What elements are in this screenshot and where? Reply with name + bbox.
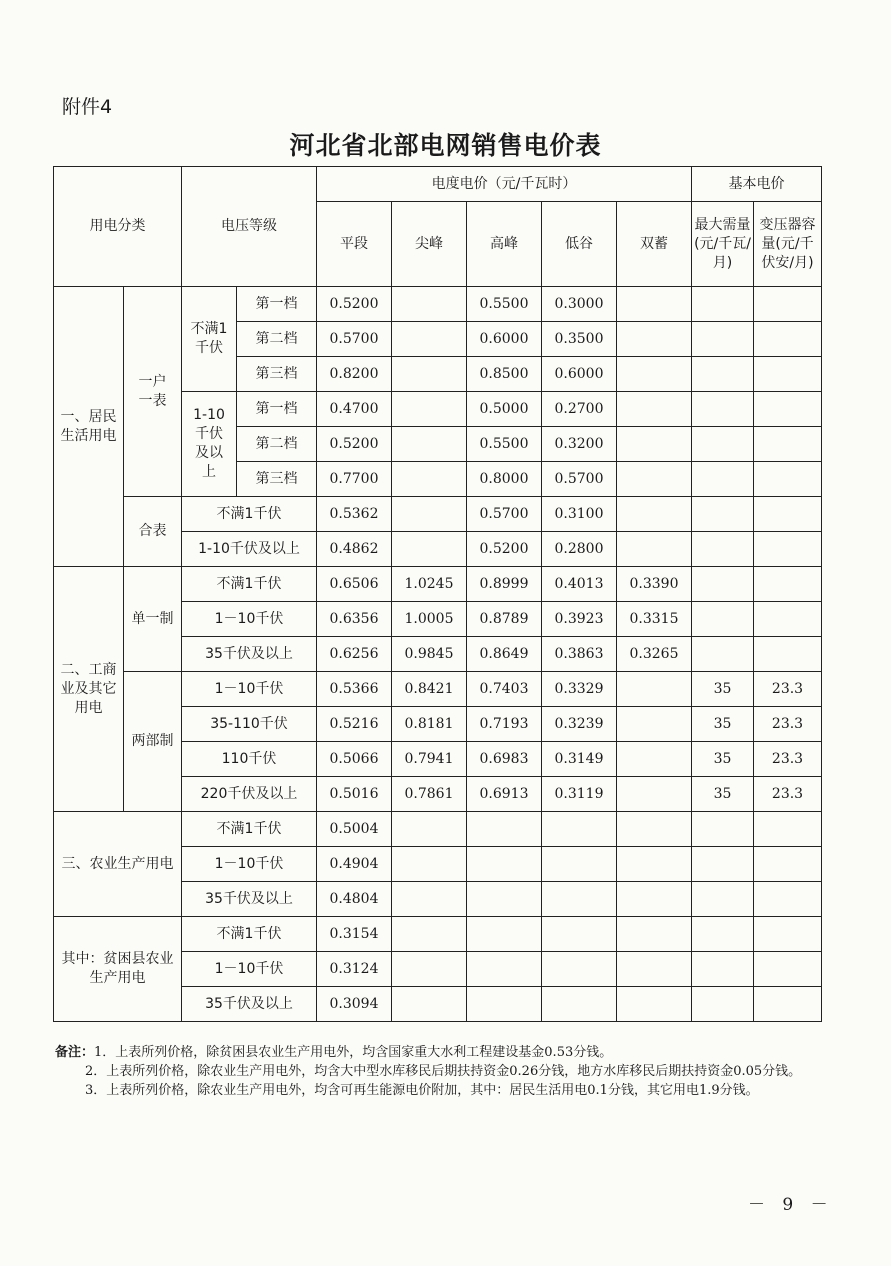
voltage-group-1-10: 1-10千伏及以上 bbox=[182, 392, 237, 497]
header-flat: 平段 bbox=[317, 202, 392, 287]
voltage-label: 1－10千伏 bbox=[182, 672, 317, 707]
attachment-label: 附件4 bbox=[62, 96, 113, 118]
capacity-price: 23.3 bbox=[754, 707, 822, 742]
sharp-price: 1.0245 bbox=[392, 567, 467, 602]
valley-price: 0.3100 bbox=[542, 497, 617, 532]
capacity-price: 23.3 bbox=[754, 672, 822, 707]
header-valley: 低谷 bbox=[542, 202, 617, 287]
demand-price: 35 bbox=[692, 707, 754, 742]
valley-price: 0.2800 bbox=[542, 532, 617, 567]
flat-price: 0.5200 bbox=[317, 287, 392, 322]
table-row bbox=[54, 917, 822, 952]
sharp-price: 0.7941 bbox=[392, 742, 467, 777]
page-number: － 9 － bbox=[748, 1195, 834, 1215]
valley-price: 0.4013 bbox=[542, 567, 617, 602]
flat-price: 0.3124 bbox=[317, 952, 392, 987]
valley-price: 0.3863 bbox=[542, 637, 617, 672]
voltage-label: 1－10千伏 bbox=[182, 952, 317, 987]
flat-price: 0.5200 bbox=[317, 427, 392, 462]
voltage-label: 不满1千伏 bbox=[182, 497, 317, 532]
valley-price: 0.3923 bbox=[542, 602, 617, 637]
peak-price: 0.7403 bbox=[467, 672, 542, 707]
table-row bbox=[54, 812, 822, 847]
peak-price: 0.8500 bbox=[467, 357, 542, 392]
flat-price: 0.6506 bbox=[317, 567, 392, 602]
sharp-price: 0.8181 bbox=[392, 707, 467, 742]
peak-price: 0.6983 bbox=[467, 742, 542, 777]
flat-price: 0.4904 bbox=[317, 847, 392, 882]
peak-price: 0.5200 bbox=[467, 532, 542, 567]
valley-price: 0.3149 bbox=[542, 742, 617, 777]
note-1 bbox=[55, 1043, 825, 1062]
table-row bbox=[54, 497, 822, 532]
category-agriculture: 三、农业生产用电 bbox=[54, 812, 182, 917]
valley-price: 0.3000 bbox=[542, 287, 617, 322]
peak-price: 0.7193 bbox=[467, 707, 542, 742]
flat-price: 0.5066 bbox=[317, 742, 392, 777]
voltage-label: 35千伏及以上 bbox=[182, 882, 317, 917]
valley-price: 0.6000 bbox=[542, 357, 617, 392]
peak-price: 0.5700 bbox=[467, 497, 542, 532]
tier-label: 第二档 bbox=[237, 322, 317, 357]
subcategory-single: 单一制 bbox=[124, 567, 182, 672]
note-3: 3．上表所列价格，除农业生产用电外，均含可再生能源电价附加，其中：居民生活用电0.1分钱，其它用电1.9分钱。 bbox=[85, 1083, 759, 1098]
peak-price: 0.5000 bbox=[467, 392, 542, 427]
flat-price: 0.4862 bbox=[317, 532, 392, 567]
tier-label: 第三档 bbox=[237, 462, 317, 497]
capacity-price: 23.3 bbox=[754, 777, 822, 812]
flat-price: 0.5366 bbox=[317, 672, 392, 707]
valley-price: 0.2700 bbox=[542, 392, 617, 427]
table-row bbox=[54, 287, 822, 322]
note-1-text: 1．上表所列价格，除贫困县农业生产用电外，均含国家重大水利工程建设基金0.53分钱。 bbox=[94, 1045, 613, 1060]
voltage-label: 35-110千伏 bbox=[182, 707, 317, 742]
header-voltage: 电压等级 bbox=[182, 167, 317, 287]
voltage-label: 不满1千伏 bbox=[182, 812, 317, 847]
flat-price: 0.8200 bbox=[317, 357, 392, 392]
table-row bbox=[54, 672, 822, 707]
table-row bbox=[54, 567, 822, 602]
subcategory-combined: 合表 bbox=[124, 497, 182, 567]
peak-price: 0.8789 bbox=[467, 602, 542, 637]
dual-price: 0.3315 bbox=[617, 602, 692, 637]
note-2: 2．上表所列价格，除农业生产用电外，均含大中型水库移民后期扶持资金0.26分钱，地方水库移民后期扶持资金0.05分钱。 bbox=[85, 1064, 802, 1079]
tier-label: 第一档 bbox=[237, 392, 317, 427]
sharp-price: 0.7861 bbox=[392, 777, 467, 812]
flat-price: 0.5700 bbox=[317, 322, 392, 357]
voltage-label: 35千伏及以上 bbox=[182, 987, 317, 1022]
flat-price: 0.5362 bbox=[317, 497, 392, 532]
flat-price: 0.5004 bbox=[317, 812, 392, 847]
valley-price: 0.3200 bbox=[542, 427, 617, 462]
header-row bbox=[54, 167, 822, 202]
voltage-label: 1-10千伏及以上 bbox=[182, 532, 317, 567]
header-sharp-peak: 尖峰 bbox=[392, 202, 467, 287]
tier-label: 第二档 bbox=[237, 427, 317, 462]
valley-price: 0.3329 bbox=[542, 672, 617, 707]
voltage-group-lt1: 不满1千伏 bbox=[182, 287, 237, 392]
voltage-label: 不满1千伏 bbox=[182, 567, 317, 602]
sharp-price: 0.8421 bbox=[392, 672, 467, 707]
peak-price: 0.6913 bbox=[467, 777, 542, 812]
flat-price: 0.4700 bbox=[317, 392, 392, 427]
flat-price: 0.6256 bbox=[317, 637, 392, 672]
peak-price: 0.6000 bbox=[467, 322, 542, 357]
subcategory-one-meter: 一户一表 bbox=[124, 287, 182, 497]
voltage-label: 110千伏 bbox=[182, 742, 317, 777]
category-resident: 一、居民生活用电 bbox=[54, 287, 124, 567]
tier-label: 第一档 bbox=[237, 287, 317, 322]
voltage-label: 不满1千伏 bbox=[182, 917, 317, 952]
valley-price: 0.5700 bbox=[542, 462, 617, 497]
flat-price: 0.4804 bbox=[317, 882, 392, 917]
capacity-price: 23.3 bbox=[754, 742, 822, 777]
peak-price: 0.8649 bbox=[467, 637, 542, 672]
header-max-demand: 最大需量(元/千瓦/月) bbox=[692, 202, 754, 287]
peak-price: 0.5500 bbox=[467, 287, 542, 322]
demand-price: 35 bbox=[692, 777, 754, 812]
sharp-price: 0.9845 bbox=[392, 637, 467, 672]
notes bbox=[55, 1043, 825, 1100]
valley-price: 0.3500 bbox=[542, 322, 617, 357]
valley-price: 0.3239 bbox=[542, 707, 617, 742]
voltage-label: 1－10千伏 bbox=[182, 847, 317, 882]
peak-price: 0.5500 bbox=[467, 427, 542, 462]
demand-price: 35 bbox=[692, 742, 754, 777]
voltage-label: 1－10千伏 bbox=[182, 602, 317, 637]
sharp-price: 1.0005 bbox=[392, 602, 467, 637]
voltage-label: 35千伏及以上 bbox=[182, 637, 317, 672]
category-commercial: 二、工商业及其它用电 bbox=[54, 567, 124, 812]
header-category: 用电分类 bbox=[54, 167, 182, 287]
category-poor-county: 其中：贫困县农业生产用电 bbox=[54, 917, 182, 1022]
header-dual-storage: 双蓄 bbox=[617, 202, 692, 287]
dual-price: 0.3390 bbox=[617, 567, 692, 602]
flat-price: 0.6356 bbox=[317, 602, 392, 637]
page-title: 河北省北部电网销售电价表 bbox=[289, 131, 602, 160]
tier-label: 第三档 bbox=[237, 357, 317, 392]
header-transformer-capacity: 变压器容量(元/千伏安/月) bbox=[754, 202, 822, 287]
peak-price: 0.8999 bbox=[467, 567, 542, 602]
flat-price: 0.3094 bbox=[317, 987, 392, 1022]
notes-label: 备注： bbox=[55, 1045, 95, 1060]
header-energy-price: 电度电价（元/千瓦时） bbox=[317, 167, 692, 202]
peak-price: 0.8000 bbox=[467, 462, 542, 497]
header-basic-price: 基本电价 bbox=[692, 167, 822, 202]
price-table bbox=[53, 166, 822, 1022]
valley-price: 0.3119 bbox=[542, 777, 617, 812]
flat-price: 0.7700 bbox=[317, 462, 392, 497]
flat-price: 0.5216 bbox=[317, 707, 392, 742]
header-peak: 高峰 bbox=[467, 202, 542, 287]
demand-price: 35 bbox=[692, 672, 754, 707]
flat-price: 0.5016 bbox=[317, 777, 392, 812]
subcategory-two-part: 两部制 bbox=[124, 672, 182, 812]
flat-price: 0.3154 bbox=[317, 917, 392, 952]
dual-price: 0.3265 bbox=[617, 637, 692, 672]
voltage-label: 220千伏及以上 bbox=[182, 777, 317, 812]
